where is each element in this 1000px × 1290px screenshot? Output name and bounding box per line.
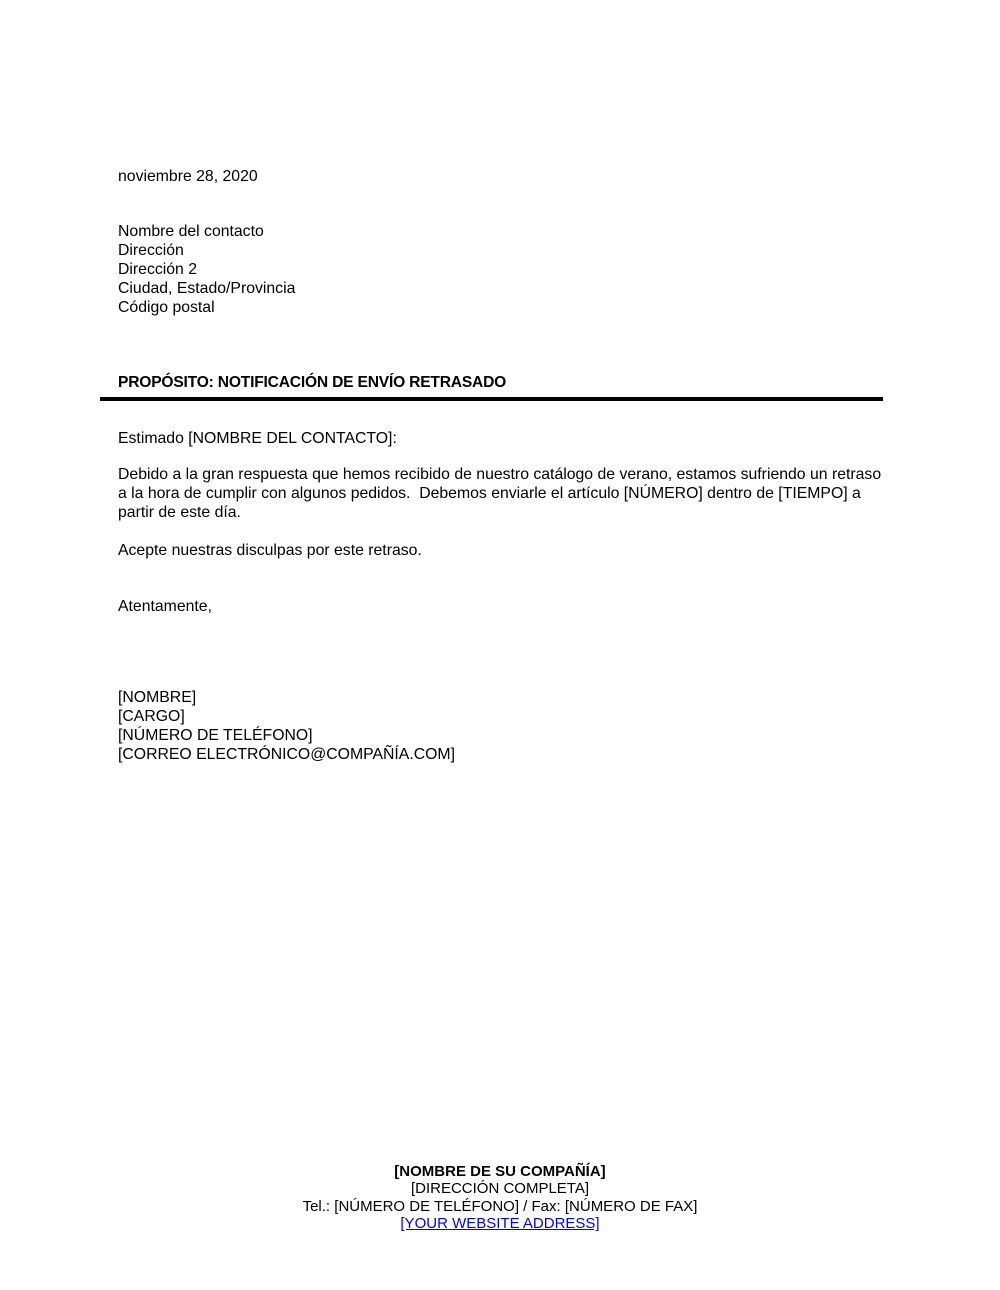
website-link[interactable]: [YOUR WEBSITE ADDRESS] [400,1215,600,1233]
footer-company-name: [NOMBRE DE SU COMPAÑÍA] [394,1163,606,1180]
body-paragraph-1: Debido a la gran respuesta que hemos recibido de nuestro catálogo de verano, estamos sufriendo un retraso a la hora de cumplir con algunos pedidos. Debemos enviarle el artículo [NÚMERO] dentro de [TIEMPO] a partir de este día. [118,466,886,521]
closing: Atentamente, [118,598,212,615]
recipient-address1: Dirección [118,242,184,259]
salutation: Estimado [NOMBRE DEL CONTACTO]: [118,430,397,447]
signature-block [118,688,455,764]
footer-website-row [0,1215,1000,1232]
subject-line: PROPÓSITO: NOTIFICACIÓN DE ENVÍO RETRASADO [118,374,507,391]
recipient-city-state: Ciudad, Estado/Provincia [118,280,296,297]
recipient-postal-code: Código postal [118,299,215,316]
signature-email: [CORREO ELECTRÓNICO@COMPAÑÍA.COM] [118,746,455,763]
footer-address: [DIRECCIÓN COMPLETA] [410,1180,590,1198]
signature-name: [NOMBRE] [118,689,197,706]
letter-date: noviembre 28, 2020 [118,168,258,185]
body-paragraph-2: Acepte nuestras disculpas por este retraso. [118,542,422,559]
signature-phone: [NÚMERO DE TELÉFONO] [118,727,313,744]
footer-phone-fax: Tel.: [NÚMERO DE TELÉFONO] / Fax: [NÚMERO DE FAX] [302,1197,698,1215]
recipient-address2: Dirección 2 [118,261,198,278]
page-footer [0,1163,1000,1233]
signature-title: [CARGO] [118,708,185,725]
recipient-block [118,222,295,317]
subject-divider-rule [100,397,883,401]
recipient-name: Nombre del contacto [118,223,264,240]
